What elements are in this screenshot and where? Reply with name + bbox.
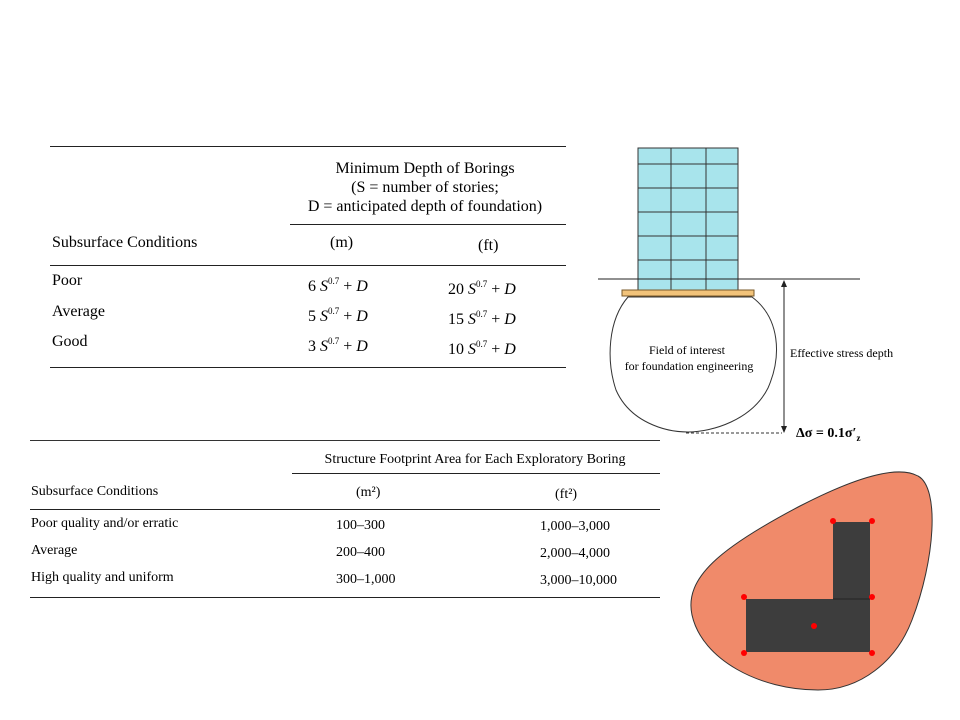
boring-location [811,623,817,629]
building [638,148,738,290]
footing [622,290,754,296]
stress-label: $\Delta\sigma = 0.1\sigma'_z$ [796,426,861,443]
site-area [691,472,932,690]
table1-header-line2: (S = number of stories; [351,179,499,196]
depth-label: Effective stress depth [790,346,894,360]
table1-row-m: 6 $S^{0.7} + D$ [308,276,368,295]
table2-row-condition: Poor quality and/or erratic [31,516,179,531]
table1-col-subsurface: Subsurface Conditions [52,234,198,251]
building-body [638,148,738,290]
table1-header-line3: D = anticipated depth of foundation) [307,198,543,215]
table1-header-line1: Minimum Depth of Borings [335,160,515,177]
table2-row-condition: Average [31,543,78,558]
table2-row-ft2: 3,000–10,000 [540,573,617,588]
table2-row-m2: 100–300 [336,518,385,533]
table2-row-m2: 300–1,000 [336,572,396,587]
boring-location [741,594,747,600]
bulb-label-line2: for foundation engineering [624,359,754,373]
table1-row-condition: Average [52,303,105,320]
table2-row-ft2: 2,000–4,000 [540,546,610,561]
table1-row-condition: Good [52,333,88,350]
table2-header: Structure Footprint Area for Each Exploratory Boring [324,452,626,467]
boring-location [869,518,875,524]
table1-row-m: 3 $S^{0.7} + D$ [308,336,368,355]
table1-col-m: (m) [330,234,354,251]
table2-col-ft2: (ft²) [555,487,578,502]
table2-row-m2: 200–400 [336,545,385,560]
boring-location [869,650,875,656]
depth-arrow-head-bottom [781,426,787,433]
table1-row-m: 5 $S^{0.7} + D$ [308,306,368,325]
table2-row-ft2: 1,000–3,000 [540,519,610,534]
boring-location [741,650,747,656]
table2-col-subsurface: Subsurface Conditions [31,484,159,499]
boring-location [869,594,875,600]
boring-location [830,518,836,524]
bulb-label-line1: Field of interest [649,343,725,357]
table1-row-ft: 15 $S^{0.7} + D$ [448,309,516,328]
table1-row-condition: Poor [52,272,83,289]
table1-row-ft: 20 $S^{0.7} + D$ [448,279,516,298]
table2-row-condition: High quality and uniform [31,570,174,585]
table1-row-ft: 10 $S^{0.7} + D$ [448,339,516,358]
table1-col-ft: (ft) [478,237,499,254]
table2-col-m2: (m²) [356,485,381,500]
depth-arrow-head-top [781,280,787,287]
